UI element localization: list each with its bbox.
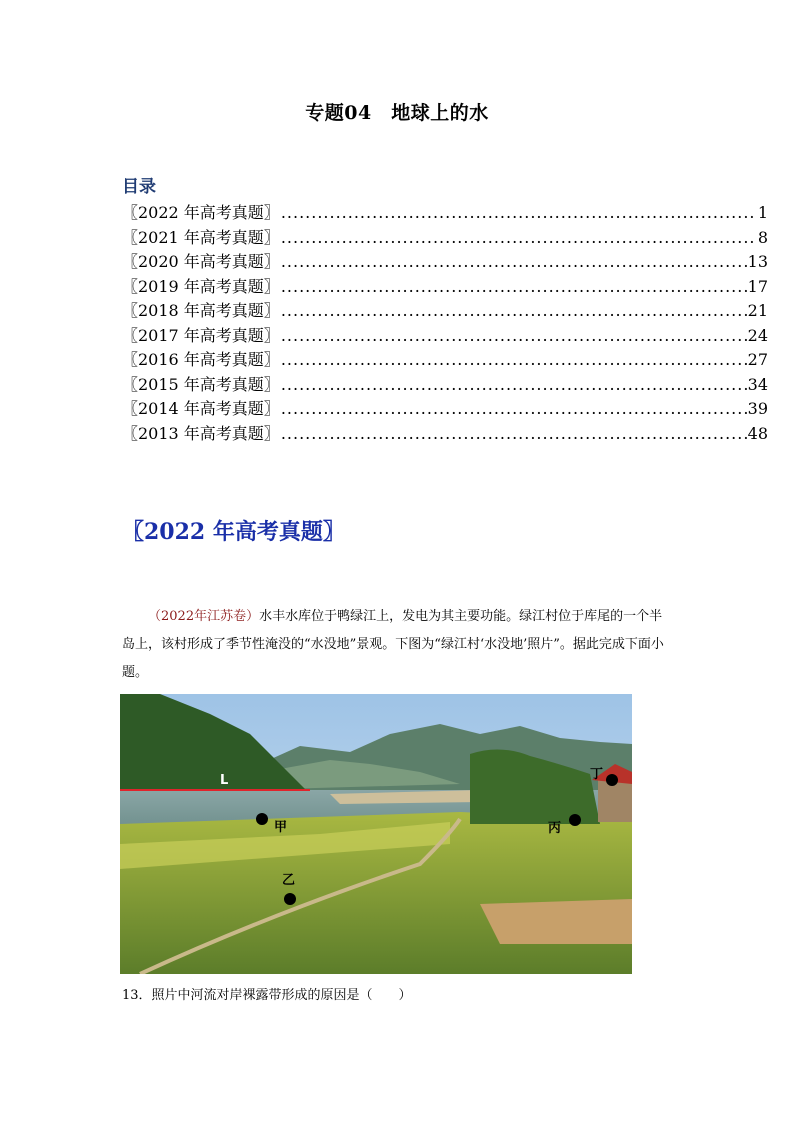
toc-entry-label: 〖2014 年高考真题〗: [122, 399, 280, 418]
plowed-plot: [480, 899, 632, 944]
toc-entry-2022[interactable]: [122, 200, 768, 225]
source-tag: （2022年江苏卷）: [148, 609, 260, 624]
toc-leader-dots: [281, 350, 747, 369]
toc-entry-page: 21: [747, 301, 768, 320]
toc-entry-2015[interactable]: [122, 372, 768, 397]
toc-heading: 目录: [122, 177, 156, 197]
question-stem: [122, 603, 674, 687]
toc-entry-label: 〖2021 年高考真题〗: [122, 227, 280, 247]
toc-entry-2016[interactable]: [122, 347, 768, 372]
label-jia: 甲: [274, 820, 288, 835]
toc-entry-2019[interactable]: [122, 274, 768, 299]
toc-leader-dots: [281, 277, 747, 296]
stem-text: 水丰水库位于鸭绿江上，发电为其主要功能。绿江村位于库尾的一个半岛上，该村形成了季节性淹没的“水没地”景观。下图为“绿江村‘水没地’照片”。据此完成下面小题。: [122, 609, 664, 680]
point-jia-marker: [256, 813, 268, 825]
toc-entry-label: 〖2013 年高考真题〗: [122, 423, 280, 443]
point-bing-marker: [569, 814, 581, 826]
toc-entry-label: 〖2016 年高考真题〗: [122, 350, 280, 369]
page-title: 专题04 地球上的水: [305, 102, 489, 124]
toc-entry-label: 〖2019 年高考真题〗: [122, 276, 280, 296]
question-13: 13．照片中河流对岸裸露带形成的原因是（ ）: [122, 988, 412, 1003]
point-ding-marker: [606, 774, 618, 786]
landscape-photo: [120, 694, 632, 974]
toc-entry-label: 〖2015 年高考真题〗: [122, 374, 280, 394]
toc-entry-2014[interactable]: [122, 396, 768, 421]
toc-entry-2013[interactable]: [122, 421, 768, 446]
section-heading: 〖2022 年高考真题〗: [122, 519, 345, 545]
toc-entry-2021[interactable]: [122, 225, 768, 250]
toc-entry-page: 24: [747, 325, 768, 345]
toc-leader-dots: [281, 301, 747, 320]
toc-entry-page: 39: [747, 399, 768, 418]
toc-leader-dots: [281, 399, 747, 418]
toc-leader-dots: [281, 203, 757, 222]
toc-entry-label: 〖2017 年高考真题〗: [122, 325, 280, 345]
toc-leader-dots: [281, 228, 757, 247]
toc-leader-dots: [281, 326, 747, 345]
toc-entry-page: 17: [747, 276, 768, 296]
toc-leader-dots: [281, 424, 747, 443]
toc-entry-page: 8: [757, 227, 768, 247]
toc-leader-dots: [281, 375, 747, 394]
toc-entry-2020[interactable]: [122, 249, 768, 274]
toc-leader-dots: [281, 252, 747, 271]
toc-entry-page: 34: [747, 374, 768, 394]
label-l: L: [220, 773, 229, 788]
toc-entry-page: 27: [747, 350, 768, 369]
label-ding: 丁: [590, 767, 604, 782]
toc-entry-page: 1: [757, 203, 768, 222]
toc-entry-page: 13: [747, 252, 768, 271]
toc-entry-page: 48: [747, 423, 768, 443]
label-bing: 丙: [548, 821, 562, 836]
toc-entry-label: 〖2022 年高考真题〗: [122, 203, 280, 222]
toc-entry-label: 〖2020 年高考真题〗: [122, 252, 280, 271]
label-yi: 乙: [282, 873, 296, 888]
point-yi-marker: [284, 893, 296, 905]
table-of-contents: [122, 200, 768, 445]
toc-entry-2018[interactable]: [122, 298, 768, 323]
toc-entry-label: 〖2018 年高考真题〗: [122, 301, 280, 320]
toc-entry-2017[interactable]: [122, 323, 768, 348]
